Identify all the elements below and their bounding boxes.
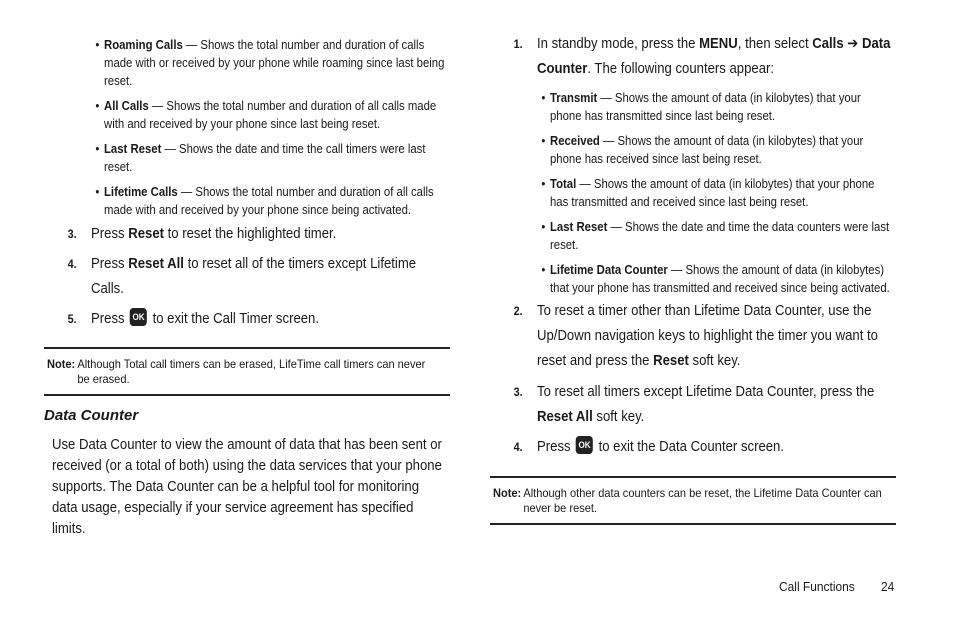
step-text: , then select (737, 36, 813, 52)
bullet-dot: • (541, 90, 546, 105)
step-number: 2. (513, 304, 523, 318)
note-text: Although Total call timers can be erased, LifeTime call timers can never be erased. (77, 357, 426, 386)
arrow-icon: ➔ (847, 36, 859, 52)
bullet-lifetime-data-counter (541, 261, 894, 297)
bullet-lifetime-calls (95, 183, 448, 219)
bullet-text: — Shows the date and time the call timers were last reset. (104, 141, 426, 174)
calls-menu-label: Calls (812, 36, 844, 52)
step-1-open-data-counter (513, 32, 897, 82)
step-text: Press (537, 439, 575, 455)
bullet-dot: • (95, 37, 100, 52)
bullet-dot: • (541, 133, 546, 148)
bullet-dot: • (541, 262, 546, 277)
step-number: 5. (67, 312, 77, 326)
footer-section-name: Call Functions (779, 579, 855, 594)
step-text: to reset the highlighted timer. (163, 226, 337, 242)
bullet-term: Lifetime Data Counter (550, 262, 668, 277)
step-4-exit (513, 435, 897, 460)
note-call-timers (44, 347, 450, 396)
step-text: to reset all of the timers except Lifetime Calls. (91, 256, 417, 297)
step-number: 1. (513, 37, 523, 51)
bullet-dot: • (95, 184, 100, 199)
bullet-dot: • (541, 219, 546, 234)
step-text: In standby mode, press the (537, 36, 700, 52)
step-text: to exit the Data Counter screen. (594, 439, 785, 455)
bullet-received (541, 132, 894, 168)
menu-key-label: MENU (699, 36, 738, 52)
bullet-text: — Shows the amount of data (in kilobytes) that your phone has transmitted since last being reset. (550, 90, 861, 123)
note-label: Note: (493, 486, 522, 500)
bullet-text: — Shows the amount of data (in kilobytes) that your phone has received since last being reset. (550, 133, 864, 166)
step-number: 3. (513, 385, 523, 399)
bullet-term: Transmit (550, 90, 598, 105)
footer-page-number: 24 (881, 579, 895, 594)
step-5-exit (67, 307, 451, 332)
note-data-counters (490, 476, 896, 525)
bullet-dot: • (95, 98, 100, 113)
step-text: . The following counters appear: (587, 61, 775, 77)
bullet-transmit (541, 89, 894, 125)
bullet-text: — Shows the amount of data (in kilobytes) that your phone has transmitted and received since being activated. (550, 262, 890, 295)
bullet-text: — Shows the total number and duration of all calls made with and received by your phone since being activated. (104, 184, 434, 217)
step-2-reset-timer (513, 299, 897, 374)
data-counter-menu-label: Data Counter (537, 36, 891, 77)
step-3-reset-all (513, 380, 897, 430)
step-number: 4. (513, 440, 523, 454)
reset-key-label: Reset (128, 226, 164, 242)
note-label: Note: (47, 357, 76, 371)
step-3-reset (67, 222, 451, 247)
bullet-all-calls (95, 97, 448, 133)
bullet-last-reset (95, 140, 448, 176)
step-text: Press (91, 226, 129, 242)
step-4-reset-all (67, 252, 431, 302)
reset-all-key-label: Reset All (537, 409, 593, 425)
bullet-term: All Calls (104, 98, 149, 113)
step-number: 3. (67, 227, 77, 241)
step-text: To reset all timers except Lifetime Data Counter, press the (537, 384, 875, 400)
step-text: to exit the Call Timer screen. (148, 311, 320, 327)
bullet-term: Last Reset (550, 219, 608, 234)
ok-key-icon: OK (130, 308, 147, 326)
bullet-total (541, 175, 894, 211)
bullet-text: — Shows the total number and duration of all calls made with and received by your phone since last being reset. (104, 98, 437, 131)
note-text: Although other data counters can be reset, the Lifetime Data Counter can never be reset. (523, 486, 882, 515)
reset-all-key-label: Reset All (128, 256, 184, 272)
section-paragraph: Use Data Counter to view the amount of data that has been sent or received (or a total of both) using the data services that your phone supports. The Data Counter can be a helpful tool for monitoring data usage, especially if your service agreement has specified limits. (52, 437, 442, 537)
reset-key-label: Reset (653, 353, 689, 369)
bullet-last-reset (541, 218, 894, 254)
step-text: Press (91, 311, 129, 327)
bullet-term: Total (550, 176, 577, 191)
step-text: Press (91, 256, 129, 272)
bullet-term: Roaming Calls (104, 37, 183, 52)
bullet-text: — Shows the date and time the data counters were last reset. (550, 219, 890, 252)
step-number: 4. (67, 257, 77, 271)
bullet-term: Lifetime Calls (104, 184, 178, 199)
bullet-term: Last Reset (104, 141, 162, 156)
section-title: Data Counter (44, 407, 139, 424)
bullet-roaming-calls (95, 36, 448, 90)
step-text: soft key. (688, 353, 741, 369)
ok-key-icon: OK (576, 436, 593, 454)
bullet-dot: • (541, 176, 546, 191)
step-text: To reset a timer other than Lifetime Data Counter, use the Up/Down navigation keys to highlight the timer you want to reset and press the (537, 303, 878, 369)
bullet-text: — Shows the total number and duration of calls made with or received by your phone while roaming since last being reset. (104, 37, 445, 88)
bullet-term: Received (550, 133, 600, 148)
step-text: soft key. (592, 409, 645, 425)
bullet-dot: • (95, 141, 100, 156)
bullet-text: — Shows the amount of data (in kilobytes) that your phone has transmitted and received since last being reset. (550, 176, 875, 209)
